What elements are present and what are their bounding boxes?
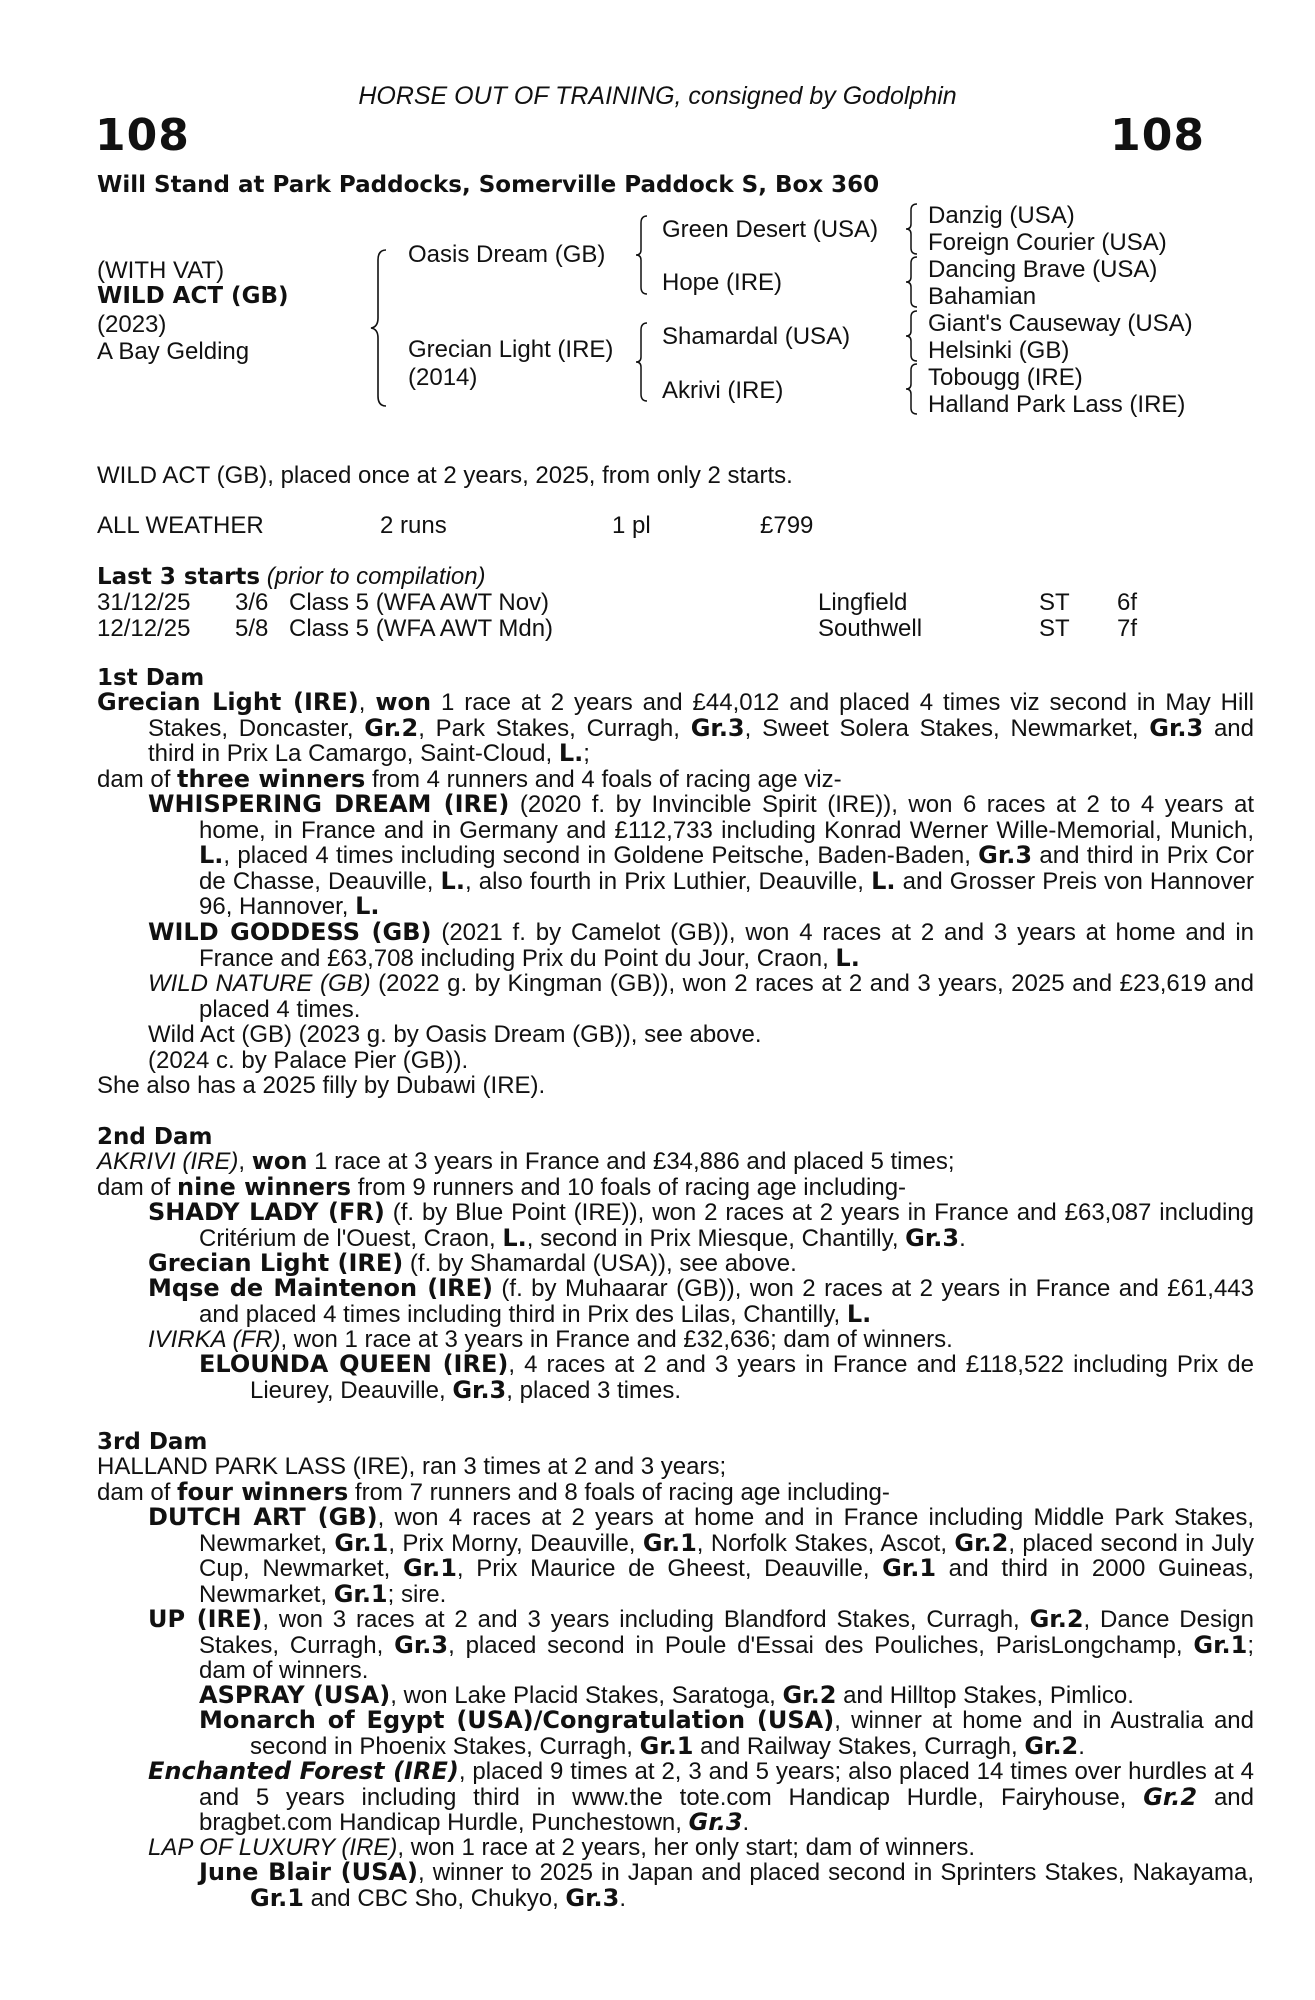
pedigree-g6: Helsinki (GB) (928, 337, 1070, 364)
second-dam-record: AKRIVI (IRE), won 1 race at 3 years in France and £34,886 and placed 5 times; (97, 1147, 955, 1175)
third-dam-produce-3: ASPRAY (USA), won Lake Placid Stakes, Saratoga, Gr.2 and Hilltop Stakes, Pimlico. (199, 1681, 1134, 1709)
first-dam-produce-2: WILD GODDESS (GB) (2021 f. by Camelot (GB)), won 4 races at 2 and 3 years at home and in France and £63,708 including Prix du Point du Jour, Craon, L. (148, 918, 1255, 972)
second-dam-produce-3: Mqse de Maintenon (IRE) (f. by Muhaarar (GB)), won 2 races at 2 years in France and £61,443 and placed 4 times including third in Prix des Lilas, Chantilly, L. (148, 1274, 1254, 1328)
start-row-2-date: 12/12/25 (97, 615, 191, 642)
pedigree-g4: Bahamian (928, 283, 1037, 310)
record-earnings: £799 (760, 512, 814, 539)
lot-number-right: 108 (1110, 110, 1205, 161)
pedigree-g2: Foreign Courier (USA) (928, 229, 1167, 256)
pedigree-sire-dam: Hope (IRE) (662, 269, 783, 296)
first-dam-name: Grecian Light (IRE) (97, 688, 359, 716)
pedigree-brace-g12 (903, 202, 921, 256)
horse-description: A Bay Gelding (97, 338, 250, 365)
start-row-2-race: Class 5 (WFA AWT Mdn) (289, 615, 554, 642)
start-row-2-pos: 5/8 (235, 615, 269, 642)
pedigree-brace-g56 (903, 309, 921, 363)
pedigree-sire: Oasis Dream (GB) (408, 241, 606, 268)
stand-location: Will Stand at Park Paddocks, Somerville Paddock S, Box 360 (97, 172, 880, 198)
pedigree-dam: Grecian Light (IRE) (408, 336, 614, 363)
pedigree-g3: Dancing Brave (USA) (928, 256, 1158, 283)
consignment-header: HORSE OUT OF TRAINING, consigned by Godolphin (358, 82, 957, 110)
start-row-1-date: 31/12/25 (97, 589, 191, 616)
pedigree-g8: Halland Park Lass (IRE) (928, 391, 1186, 418)
pedigree-g1: Danzig (USA) (928, 202, 1075, 229)
third-dam-produce-4: Monarch of Egypt (USA)/Congratulation (USA), winner at home and in Australia and second in Phoenix Stakes, Curragh, Gr.1 and Railway Stakes, Curragh, Gr.2. (199, 1706, 1254, 1760)
start-row-2-course: Southwell (818, 615, 923, 642)
second-dam-heading: 2nd Dam (97, 1124, 213, 1150)
pedigree-dam-sire: Shamardal (USA) (662, 323, 851, 350)
pedigree-g5: Giant's Causeway (USA) (928, 310, 1193, 337)
start-row-1-pos: 3/6 (235, 589, 269, 616)
second-dam-dam-of: dam of nine winners from 9 runners and 10 foals of racing age including- (97, 1173, 907, 1201)
third-dam-heading: 3rd Dam (97, 1429, 208, 1455)
third-dam-produce-6: LAP OF LUXURY (IRE), won 1 race at 2 years, her only start; dam of winners. (148, 1834, 975, 1861)
pedigree-sire-sire: Green Desert (USA) (662, 216, 879, 243)
first-dam-note: She also has a 2025 filly by Dubawi (IRE). (97, 1072, 546, 1099)
last-starts-title: Last 3 starts (97, 564, 261, 590)
start-row-1-course: Lingfield (818, 589, 908, 616)
start-row-1-race: Class 5 (WFA AWT Nov) (289, 589, 550, 616)
pedigree-dam-year: (2014) (408, 364, 478, 391)
lot-number-left: 108 (95, 110, 190, 161)
pedigree-brace-sire (633, 214, 651, 296)
horse-name: WILD ACT (GB) (97, 283, 289, 309)
second-dam-produce-2: Grecian Light (IRE) (f. by Shamardal (USA)), see above. (148, 1249, 797, 1277)
record-surface: ALL WEATHER (97, 512, 264, 539)
first-dam-record: Grecian Light (IRE), won 1 race at 2 years and £44,012 and placed 4 times viz second in May Hill Stakes, Doncaster, Gr.2, Park Stakes, Curragh, Gr.3, Sweet Solera Stakes, Newmarket, Gr.3 and third in Prix La Camargo, Saint-Cloud, L.; (97, 688, 1255, 767)
third-dam-produce-2: UP (IRE), won 3 races at 2 and 3 years including Blandford Stakes, Curragh, Gr.2, Dance Design Stakes, Curragh, Gr.3, placed second in Poule d'Essai des Pouliches, ParisLongchamp, Gr.1; dam of winners. (148, 1605, 1255, 1684)
last-starts-heading (97, 564, 486, 591)
start-row-1-going: ST (1039, 589, 1070, 616)
second-dam-produce-5: ELOUNDA QUEEN (IRE), 4 races at 2 and 3 years in France and £118,522 including Prix de Lieurey, Deauville, Gr.3, placed 3 times. (199, 1350, 1254, 1404)
first-dam-produce-1: WHISPERING DREAM (IRE) (2020 f. by Invincible Spirit (IRE)), won 6 races at 2 to 4 years at home, in France and in Germany and £112,733 including Konrad Werner Wille-Memorial, Munich, L., placed 4 times including second in Goldene Peitsche, Baden-Baden, Gr.3 and third in Prix Cor de Chasse, Deauville, L., also fourth in Prix Luthier, Deauville, L. and Grosser Preis von Hannover 96, Hannover, L. (148, 790, 1254, 920)
horse-year: (2023) (97, 311, 167, 338)
first-dam-produce-4: Wild Act (GB) (2023 g. by Oasis Dream (GB)), see above. (148, 1021, 762, 1048)
pedigree-dam-dam: Akrivi (IRE) (662, 377, 784, 404)
first-dam-produce-5: (2024 c. by Palace Pier (GB)). (148, 1047, 469, 1074)
race-summary: WILD ACT (GB), placed once at 2 years, 2025, from only 2 starts. (97, 462, 793, 489)
start-row-1-dist: 6f (1117, 589, 1138, 616)
second-dam-produce-1: SHADY LADY (FR) (f. by Blue Point (IRE)), won 2 races at 2 years in France and £63,087 including Critérium de l'Ouest, Craon, L., second in Prix Miesque, Chantilly, Gr.3. (148, 1198, 1254, 1252)
record-placed: 1 pl (612, 512, 651, 539)
first-dam-produce-3: WILD NATURE (GB) (2022 g. by Kingman (GB)), won 2 races at 2 and 3 years, 2025 and £23,619 and placed 4 times. (148, 970, 1255, 1023)
second-dam-name: AKRIVI (IRE) (97, 1148, 239, 1175)
third-dam-produce-1: DUTCH ART (GB), won 4 races at 2 years at home and in France including Middle Park Stakes, Newmarket, Gr.1, Prix Morny, Deauville, Gr.1, Norfolk Stakes, Ascot, Gr.2, placed second in July Cup, Newmarket, Gr.1, Prix Maurice de Gheest, Deauville, Gr.1 and third in 2000 Guineas, Newmarket, Gr.1; sire. (148, 1503, 1255, 1608)
third-dam-dam-of: dam of four winners from 7 runners and 8 foals of racing age including- (97, 1478, 890, 1506)
pedigree-g7: Tobougg (IRE) (928, 364, 1083, 391)
last-starts-note: (prior to compilation) (266, 563, 486, 590)
third-dam-produce-7: June Blair (USA), winner to 2025 in Japan and placed second in Sprinters Stakes, Nakayama, Gr.1 and CBC Sho, Chukyo, Gr.3. (199, 1858, 1254, 1912)
first-dam-dam-of: dam of three winners from 4 runners and 4 foals of racing age viz- (97, 765, 842, 793)
pedigree-brace-main (368, 248, 390, 408)
third-dam-record: HALLAND PARK LASS (IRE), ran 3 times at 2 and 3 years; (97, 1453, 727, 1480)
start-row-2-going: ST (1039, 615, 1070, 642)
pedigree-brace-dam (633, 321, 651, 403)
first-dam-heading: 1st Dam (97, 665, 205, 691)
pedigree-brace-g78 (903, 362, 921, 416)
vat-status: (WITH VAT) (97, 257, 225, 284)
start-row-2-dist: 7f (1117, 615, 1138, 642)
record-runs: 2 runs (380, 512, 447, 539)
second-dam-produce-4: IVIRKA (FR), won 1 race at 3 years in France and £32,636; dam of winners. (148, 1326, 953, 1353)
third-dam-produce-5: Enchanted Forest (IRE), placed 9 times at 2, 3 and 5 years; also placed 14 times over hurdles at 4 and 5 years including third in www.the tote.com Handicap Hurdle, Fairyhouse, Gr.2 and bragbet.com Handicap Hurdle, Punchestown, Gr.3. (148, 1757, 1254, 1836)
pedigree-brace-g34 (903, 255, 921, 309)
